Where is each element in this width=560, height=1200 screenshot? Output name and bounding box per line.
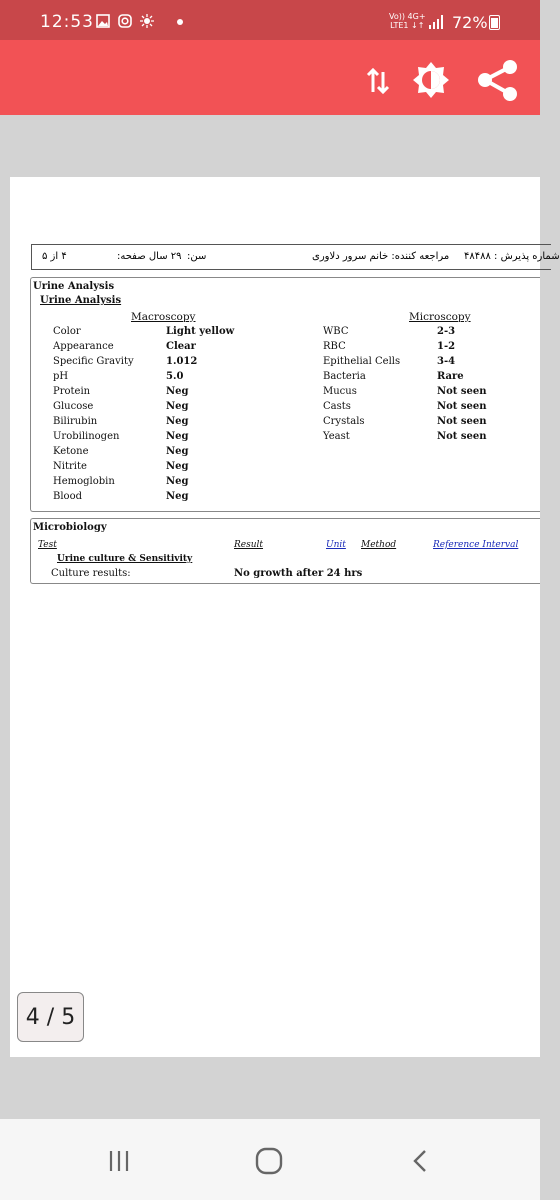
swap-icon	[365, 64, 391, 96]
macro-label: Specific Gravity	[53, 356, 134, 367]
culture-result: No growth after 24 hrs	[234, 568, 363, 579]
micro-label: Crystals	[323, 416, 365, 427]
swap-button[interactable]	[360, 62, 396, 98]
macro-label: Glucose	[53, 401, 94, 412]
page-number: ۴ از ۵	[42, 251, 67, 262]
status-bar	[0, 0, 540, 40]
macro-value: Neg	[166, 446, 189, 457]
report-page	[10, 177, 560, 1057]
page-counter: 4 / 5	[17, 992, 84, 1042]
micro-label: RBC	[323, 341, 346, 352]
macro-value: Neg	[166, 431, 189, 442]
document-viewer[interactable]	[0, 115, 560, 1119]
micro-value: 1-2	[437, 341, 456, 352]
weather-icon	[140, 14, 154, 28]
back-icon	[407, 1147, 433, 1175]
macro-label: Bilirubin	[53, 416, 98, 427]
home-button[interactable]	[249, 1141, 289, 1181]
micro-label: WBC	[323, 326, 349, 337]
battery-percent: 72%	[452, 13, 488, 32]
patient-name: مراجعه کننده: خانم سرور دلاوری	[312, 251, 450, 262]
micro-value: Not seen	[437, 416, 487, 427]
share-icon	[476, 58, 520, 102]
col-test: Test	[38, 540, 57, 550]
micro-label: Casts	[323, 401, 351, 412]
micro-value: Not seen	[437, 401, 487, 412]
macro-label: Nitrite	[53, 461, 87, 472]
micro-label: Bacteria	[323, 371, 366, 382]
home-icon	[253, 1145, 285, 1177]
brightness-icon	[411, 60, 451, 100]
recent-apps-icon	[106, 1148, 132, 1174]
brightness-button[interactable]	[413, 62, 449, 98]
signal-icon	[428, 14, 444, 30]
microbiology-title: Microbiology	[33, 522, 107, 533]
macro-value: 5.0	[166, 371, 184, 382]
recent-apps-button[interactable]	[99, 1141, 139, 1181]
col-method: Method	[361, 540, 397, 550]
culture-subheading: Urine culture & Sensitivity	[57, 554, 193, 564]
macro-label: Color	[53, 326, 81, 337]
admission-number: شماره پذیرش : ۴۸۴۸۸	[464, 251, 560, 262]
notification-dot	[177, 19, 183, 25]
micro-value: Not seen	[437, 431, 487, 442]
report-header	[31, 244, 560, 270]
col-result: Result	[234, 540, 264, 550]
urine-section-title: Urine Analysis	[33, 281, 115, 292]
gallery-icon	[96, 14, 110, 28]
system-nav-bar	[0, 1119, 540, 1200]
macro-value: Neg	[166, 491, 189, 502]
urine-analysis-section	[30, 277, 540, 512]
macro-label: Protein	[53, 386, 91, 397]
macro-label: Hemoglobin	[53, 476, 115, 487]
culture-label: Culture results:	[51, 568, 131, 579]
macro-label: Blood	[53, 491, 82, 502]
network-indicator: Vo)) 4G+ LTE1 ↓↑	[389, 12, 426, 30]
macro-value: Neg	[166, 401, 189, 412]
micro-value: Rare	[437, 371, 464, 382]
micro-label: Epithelial Cells	[323, 356, 401, 367]
share-button[interactable]	[480, 62, 516, 98]
macro-value: Clear	[166, 341, 196, 352]
macro-label: Urobilinogen	[53, 431, 120, 442]
macro-value: Neg	[166, 416, 189, 427]
macro-value: 1.012	[166, 356, 198, 367]
macro-label: Ketone	[53, 446, 89, 457]
patient-age: ۲۹ سال صفحه:	[117, 251, 182, 262]
macro-value: Neg	[166, 476, 189, 487]
patient-sex: سن:	[187, 251, 207, 262]
instagram-icon	[118, 14, 132, 28]
micro-value: Not seen	[437, 386, 487, 397]
micro-label: Mucus	[323, 386, 357, 397]
battery-icon	[489, 15, 500, 30]
macro-value: Neg	[166, 461, 189, 472]
macro-value: Neg	[166, 386, 189, 397]
micro-value: 3-4	[437, 356, 456, 367]
viewer-toolbar	[0, 40, 540, 115]
col-unit: Unit	[326, 540, 346, 550]
micro-value: 2-3	[437, 326, 456, 337]
microscopy-heading: Microscopy	[409, 311, 471, 323]
status-time: 12:53	[40, 12, 94, 32]
urine-subtitle: Urine Analysis	[40, 295, 122, 306]
macro-label: pH	[53, 371, 69, 382]
macroscopy-heading: Macroscopy	[131, 311, 196, 323]
macro-value: Light yellow	[166, 326, 235, 337]
col-reference: Reference Interval	[433, 540, 519, 550]
notification-icons	[96, 14, 154, 28]
macro-label: Appearance	[53, 341, 114, 352]
microbiology-section	[30, 518, 540, 584]
micro-label: Yeast	[323, 431, 350, 442]
back-button[interactable]	[400, 1141, 440, 1181]
